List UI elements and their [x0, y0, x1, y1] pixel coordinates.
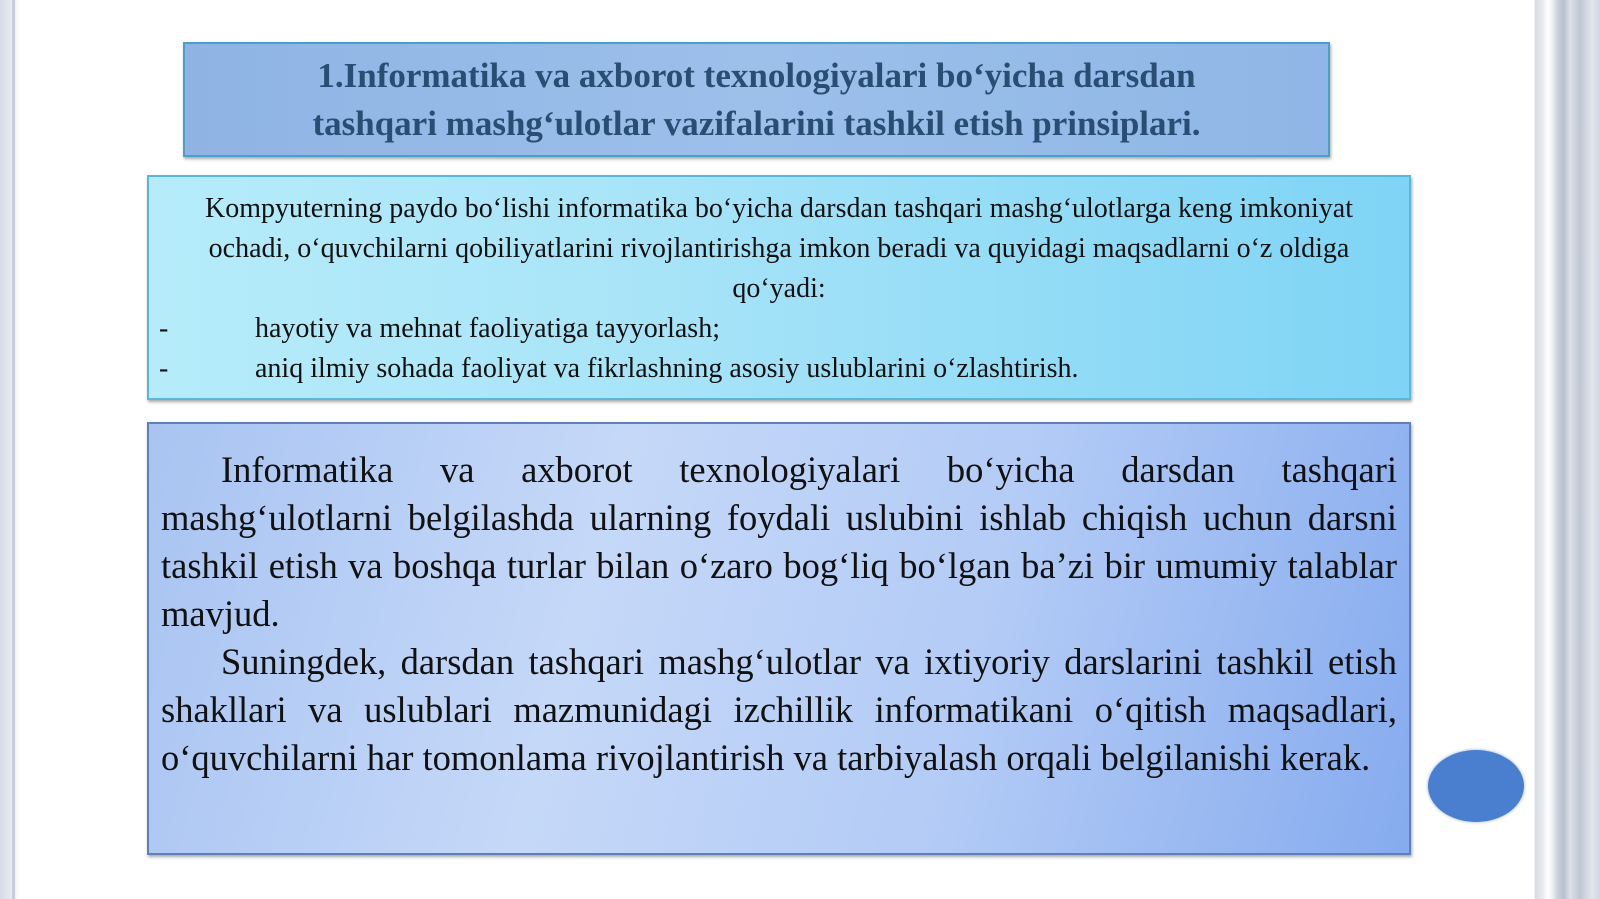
- bullet-dash: -: [159, 353, 169, 384]
- bullet-item: [161, 349, 1397, 389]
- bullet-text: aniq ilmiy sohada faoliyat va fikrlashning asosiy uslublarini o‘zlashtirish.: [255, 353, 1079, 384]
- decorative-ellipse: [1428, 750, 1524, 822]
- intro-text-box: [147, 175, 1411, 400]
- slide-title-box: [183, 42, 1330, 157]
- bullet-item: [161, 309, 1397, 349]
- intro-paragraph: Kompyuterning paydo bo‘lishi informatika bo‘yicha darsdan tashqari mashg‘ulotlarga keng imkoniyat ochadi, o‘quvchilarni qobiliyatlarini rivojlantirishga imkon beradi va quyidagi maqsadlarni o‘z oldiga qo‘yadi:: [205, 193, 1353, 304]
- bullet-dash: -: [159, 313, 169, 344]
- main-paragraph-1: Informatika va axborot texnologiyalari bo‘yicha darsdan tashqari mashg‘ulotlarni belgilashda ularning foydali uslubini ishlab chiqish uchun darsni tashkil etish va boshqa turlar bilan o‘zaro bog‘liq bo‘lgan ba’zi bir umumiy talablar mavjud.: [161, 449, 1397, 634]
- main-paragraph-2: Suningdek, darsdan tashqari mashg‘ulotlar va ixtiyoriy darslarini tashkil etish shakllari va uslublari mazmunidagi izchillik informatikani o‘qitish maqsadlari, o‘quvchilarni har tomonlama rivojlantirish va tarbiyalash orqali belgilanishi kerak.: [161, 641, 1397, 778]
- main-text-box: [147, 422, 1411, 855]
- slide-title-line-1: 1.Informatika va axborot texnologiyalari bo‘yicha darsdan: [317, 55, 1196, 95]
- slide-title-line-2: tashqari mashg‘ulotlar vazifalarini tashkil etish prinsiplari.: [312, 103, 1201, 143]
- right-decoration-stripes: [1530, 0, 1600, 899]
- left-decoration-bar: [0, 0, 20, 899]
- bullet-text: hayotiy va mehnat faoliyatiga tayyorlash;: [255, 313, 720, 344]
